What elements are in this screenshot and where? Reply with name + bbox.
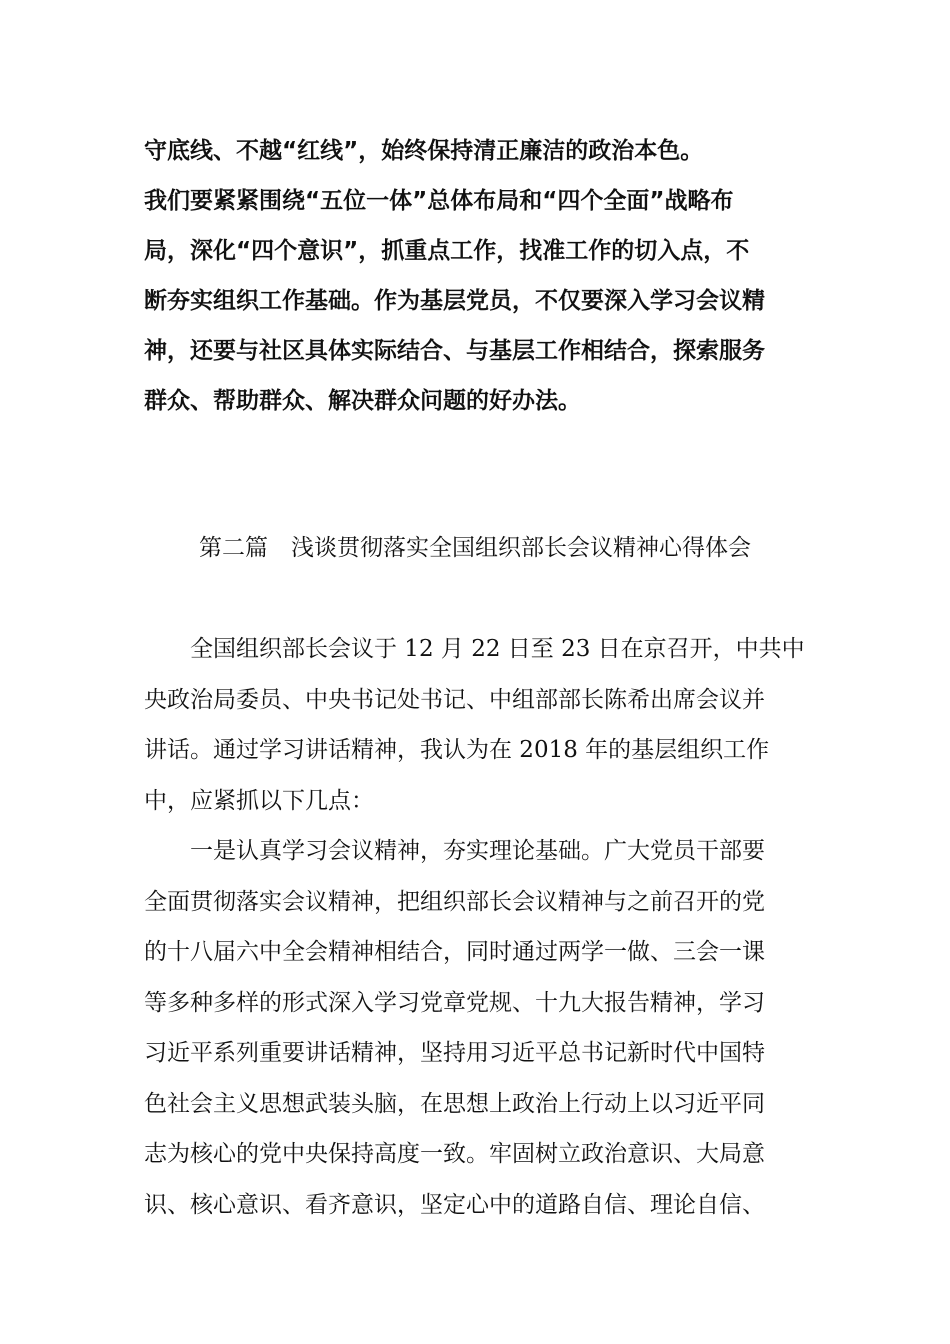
text-line: 习近平系列重要讲话精神，坚持用习近平总书记新时代中国特	[144, 1040, 765, 1066]
text-line: 央政治局委员、中央书记处书记、中组部部长陈希出席会议并	[144, 686, 765, 713]
text-line: 识、核心意识、看齐意识，坚定心中的道路自信、理论自信、	[144, 1191, 765, 1218]
text-line: 局，深化“四个意识”，抓重点工作，找准工作的切入点，不	[144, 238, 750, 264]
text-line: 神，还要与社区具体实际结合、与基层工作相结合，探索服务	[144, 338, 765, 364]
text-line: 全面贯彻落实会议精神，把组织部长会议精神与之前召开的党	[144, 888, 765, 915]
top-paragraph	[144, 126, 816, 426]
text-line: 中，应紧抓以下几点：	[144, 787, 374, 814]
text-line: 的十八届六中全会精神相结合，同时通过两学一做、三会一课	[144, 939, 765, 965]
text-line: 一是认真学习会议精神，夯实理论基础。广大党员干部要	[190, 838, 765, 864]
section-title: 第二篇 浅谈贯彻落实全国组织部长会议精神心得体会	[199, 535, 751, 561]
text-line: 色社会主义思想武装头脑，在思想上政治上行动上以习近平同	[144, 1090, 765, 1117]
text-line: 群众、帮助群众、解决群众问题的好办法。	[144, 388, 581, 414]
text-line: 志为核心的党中央保持高度一致。牢固树立政治意识、大局意	[144, 1141, 765, 1167]
text-line: 我们要紧紧围绕“五位一体”总体布局和“四个全面”战略布	[144, 188, 734, 214]
text-line: 全国组织部长会议于 12 月 22 日至 23 日在京召开，中共中	[190, 636, 805, 662]
body-text	[144, 624, 816, 1230]
text-line: 守底线、不越“红线”，始终保持清正廉洁的政治本色。	[144, 138, 704, 164]
text-line: 等多种多样的形式深入学习党章党规、十九大报告精神，学习	[144, 989, 765, 1016]
text-line: 断夯实组织工作基础。作为基层党员，不仅要深入学习会议精	[144, 288, 765, 314]
text-line: 讲话。通过学习讲话精神，我认为在 2018 年的基层组织工作	[144, 737, 770, 763]
